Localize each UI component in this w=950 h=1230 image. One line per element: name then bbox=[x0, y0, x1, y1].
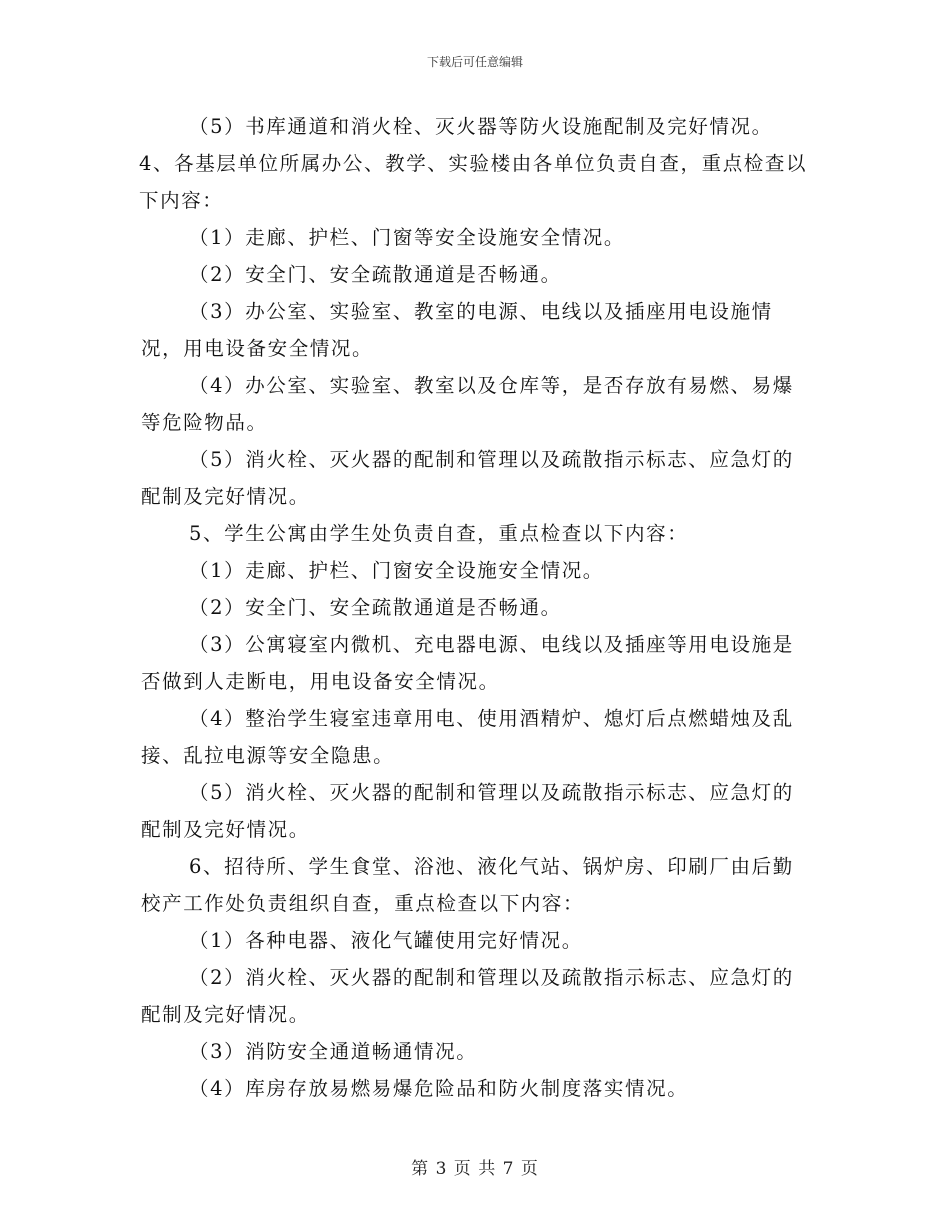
paragraph: 5、学生公寓由学生处负责自查，重点检查以下内容： bbox=[189, 522, 689, 545]
paragraph: （1）走廊、护栏、门窗等安全设施安全情况。 bbox=[189, 226, 626, 249]
paragraph: （3）办公室、实验室、教室的电源、电线以及插座用电设施情况，用电设备安全情况。 bbox=[141, 300, 773, 360]
page-number: 第 3 页 共 7 页 bbox=[411, 1159, 539, 1179]
paragraph: （1）各种电器、液化气罐使用完好情况。 bbox=[189, 929, 583, 952]
header-note: 下载后可任意编辑 bbox=[426, 55, 523, 69]
paragraph: （4）办公室、实验室、教室以及仓库等，是否存放有易燃、易爆等危险物品。 bbox=[141, 374, 794, 434]
paragraph: 6、招待所、学生食堂、浴池、液化气站、锅炉房、印刷厂由后勤校产工作处负责组织自查，重点检查以下内容： bbox=[141, 855, 794, 915]
paragraph: （5）书库通道和消火栓、灭火器等防火设施配制及完好情况。 bbox=[189, 115, 773, 138]
document-body bbox=[141, 108, 811, 1107]
paragraph: （2）消火栓、灭火器的配制和管理以及疏散指示标志、应急灯的配制及完好情况。 bbox=[141, 966, 794, 1026]
paragraph: （3）公寓寝室内微机、充电器电源、电线以及插座等用电设施是否做到人走断电，用电设备安全情况。 bbox=[141, 633, 794, 693]
paragraph: （1）走廊、护栏、门窗安全设施安全情况。 bbox=[189, 559, 604, 582]
paragraph: （2）安全门、安全疏散通道是否畅通。 bbox=[189, 596, 562, 619]
paragraph: （5）消火栓、灭火器的配制和管理以及疏散指示标志、应急灯的配制及完好情况。 bbox=[141, 448, 794, 508]
paragraph: （3）消防安全通道畅通情况。 bbox=[189, 1040, 478, 1063]
paragraph: （4）库房存放易燃易爆危险品和防火制度落实情况。 bbox=[189, 1077, 689, 1100]
paragraph: 4、各基层单位所属办公、教学、实验楼由各单位负责自查，重点检查以下内容： bbox=[139, 152, 808, 212]
paragraph: （5）消火栓、灭火器的配制和管理以及疏散指示标志、应急灯的配制及完好情况。 bbox=[141, 781, 794, 841]
paragraph: （2）安全门、安全疏散通道是否畅通。 bbox=[189, 263, 562, 286]
paragraph: （4）整治学生寝室违章用电、使用酒精炉、熄灯后点燃蜡烛及乱接、乱拉电源等安全隐患。 bbox=[141, 707, 794, 767]
